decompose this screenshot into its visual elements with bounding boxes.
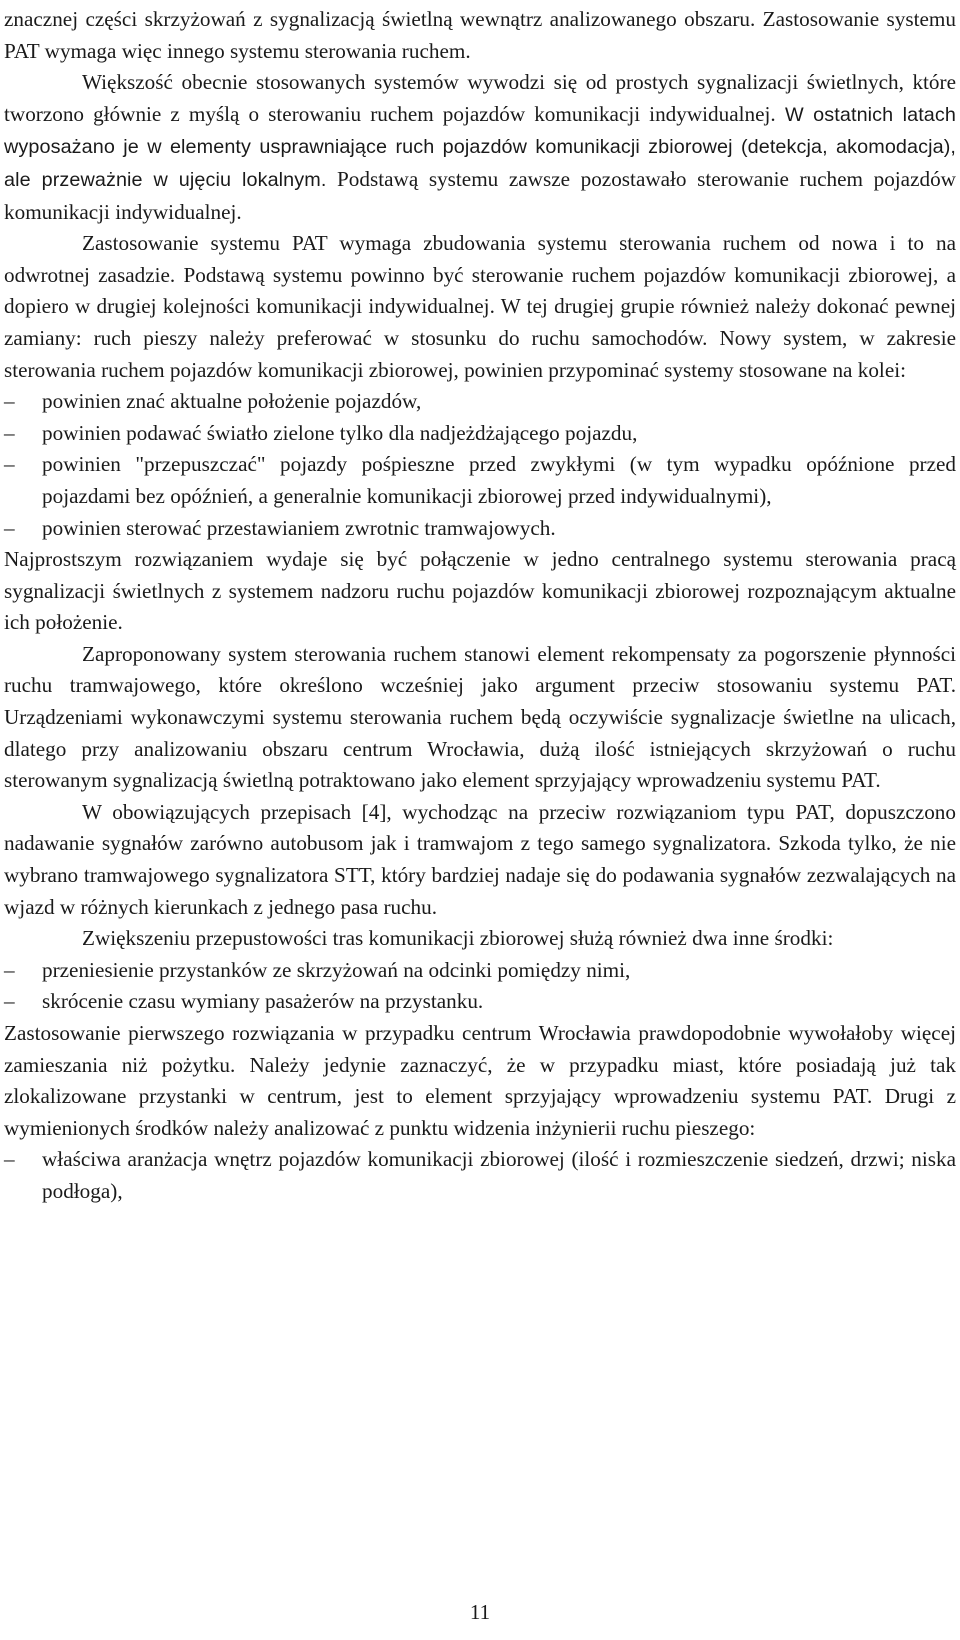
- list-item: [4, 1144, 956, 1207]
- sentence: Drugi z wymienionych środków należy analizować z punktu widzenia inżynierii ruchu pieszego:: [4, 1084, 956, 1140]
- list-item: [4, 986, 956, 1018]
- sentence: Zaproponowany system sterowania ruchem stanowi element rekompensaty za pogorszenie płynności ruchu tramwajowego, które określono wcześniej jako argument przeciw stosowaniu systemu PAT.: [4, 641, 956, 698]
- list-item-text: powinien podawać światło zielone tylko dla nadjeżdżającego pojazdu,: [42, 420, 638, 445]
- bullet-list: [4, 1144, 956, 1207]
- sentence: W obowiązujących przepisach [4], wychodząc na przeciw rozwiązaniom typu PAT, dopuszczono nadawanie sygnałów zarówno autobusom jak i tramwajom z tego samego sygnalizatora.: [4, 799, 956, 856]
- list-dash: –: [4, 420, 15, 445]
- paragraph: [4, 544, 956, 639]
- list-item-text: powinien sterować przestawianiem zwrotnic tramwajowych.: [42, 515, 556, 540]
- list-item: [4, 513, 956, 545]
- sentence: Należy jedynie zaznaczyć, że w przypadku miast, które posiadają już tak zlokalizowane przystanki w centrum, jest to element sprzyjający wprowadzeniu systemu PAT.: [4, 1052, 957, 1109]
- list-item: [4, 449, 956, 512]
- list-dash: –: [4, 989, 15, 1014]
- bullet-list: [4, 386, 956, 544]
- list-dash: –: [4, 957, 15, 982]
- sentence: Urządzeniami wykonawczymi systemu sterowania ruchem będą oczywiście sygnalizacje świetlne na ulicach, dlatego przy analizowaniu obszaru centrum Wrocławia, dużą ilość istniejących skrzyżowań o ruchu sterowanym sygnalizacją świetlną potraktowano jako element sprzyjający wprowadzeniu systemu PAT.: [4, 705, 956, 793]
- list-dash: –: [4, 1147, 15, 1172]
- list-item: [4, 955, 956, 987]
- sentence: Nowy system, w zakresie sterowania ruchem pojazdów komunikacji zbiorowej, powinien przypominać systemy stosowane na kolei:: [4, 325, 956, 382]
- list-item: [4, 386, 956, 418]
- list-item-text: powinien znać aktualne położenie pojazdów,: [42, 389, 422, 414]
- list-dash: –: [4, 452, 15, 477]
- sentence: znacznej części skrzyżowań z sygnalizacją świetlną wewnątrz analizowanego obszaru. Zastosowanie systemu PAT wymaga więc innego systemu sterowania ruchem.: [4, 7, 956, 63]
- body-text: [4, 4, 956, 1208]
- sentence: Podstawą systemu zawsze pozostawało sterowanie ruchem pojazdów komunikacji indywidualnej.: [4, 166, 956, 224]
- sentence: W ostatnich latach wyposażano je w elementy usprawniające ruch pojazdów komunikacji zbiorowej (detekcja, akomodacja), ale przeważnie w ujęciu lokalnym.: [4, 103, 956, 191]
- list-dash: –: [4, 389, 15, 414]
- paragraph: [4, 1018, 956, 1144]
- paragraph: [4, 67, 956, 228]
- sentence: Najprostszym rozwiązaniem wydaje się być połączenie w jedno centralnego systemu sterowania pracą sygnalizacji świetlnych z systemem nadzoru ruchu pojazdów komunikacji zbiorowej rozpoznającym aktualne ich położenie.: [4, 547, 956, 635]
- sentence: Zastosowanie pierwszego rozwiązania w przypadku centrum Wrocławia prawdopodobnie wywołałoby więcej zamieszania niż pożytku.: [4, 1021, 956, 1077]
- list-item: [4, 418, 956, 450]
- page-number: 11: [469, 1600, 491, 1624]
- document-page: [4, 4, 956, 1208]
- list-item-text: właściwa aranżacja wnętrz pojazdów komunikacji zbiorowej (ilość i rozmieszczenie siedzeń, drzwi; niska podłoga),: [42, 1147, 956, 1203]
- paragraph-continuation: [4, 4, 956, 67]
- paragraph: [4, 228, 956, 386]
- sentence: Szkoda tylko, że nie wybrano tramwajowego sygnalizatora STT, który bardziej nadaje się do podawania sygnałów zezwalających na wjazd w różnych kierunkach z jednego pasa ruchu.: [4, 831, 956, 919]
- paragraph: [4, 923, 956, 955]
- bullet-list: [4, 955, 956, 1018]
- list-item-text: powinien "przepuszczać" pojazdy pośpieszne przed zwykłymi (w tym wypadku opóźnione przed pojazdami bez opóźnień, a generalnie komunikacji zbiorowej przed indywidualnymi),: [42, 452, 956, 508]
- list-dash: –: [4, 515, 15, 540]
- sentence: Podstawą systemu powinno być sterowanie ruchem pojazdów komunikacji zbiorowej, a dopiero w drugiej kolejności komunikacji indywidualnej.: [4, 262, 956, 319]
- sentence: Większość obecnie stosowanych systemów wywodzi się od prostych sygnalizacji świetlnych, które tworzono głównie z myślą o sterowaniu ruchem pojazdów komunikacji indywidualnej.: [4, 70, 956, 126]
- paragraph: [4, 639, 956, 797]
- paragraph: [4, 797, 956, 923]
- sentence: Zastosowanie systemu PAT wymaga zbudowania systemu sterowania ruchem od nowa i to na odwrotnej zasadzie.: [4, 231, 956, 287]
- list-item-text: skrócenie czasu wymiany pasażerów na przystanku.: [42, 989, 484, 1014]
- list-item-text: przeniesienie przystanków ze skrzyżowań na odcinki pomiędzy nimi,: [42, 957, 631, 982]
- sentence: W tej drugiej grupie również należy dokonać pewnej zamiany: ruch pieszy należy preferować w stosunku do ruchu samochodów.: [4, 294, 956, 350]
- sentence: Zwiększeniu przepustowości tras komunikacji zbiorowej służą również dwa inne środki:: [82, 926, 834, 951]
